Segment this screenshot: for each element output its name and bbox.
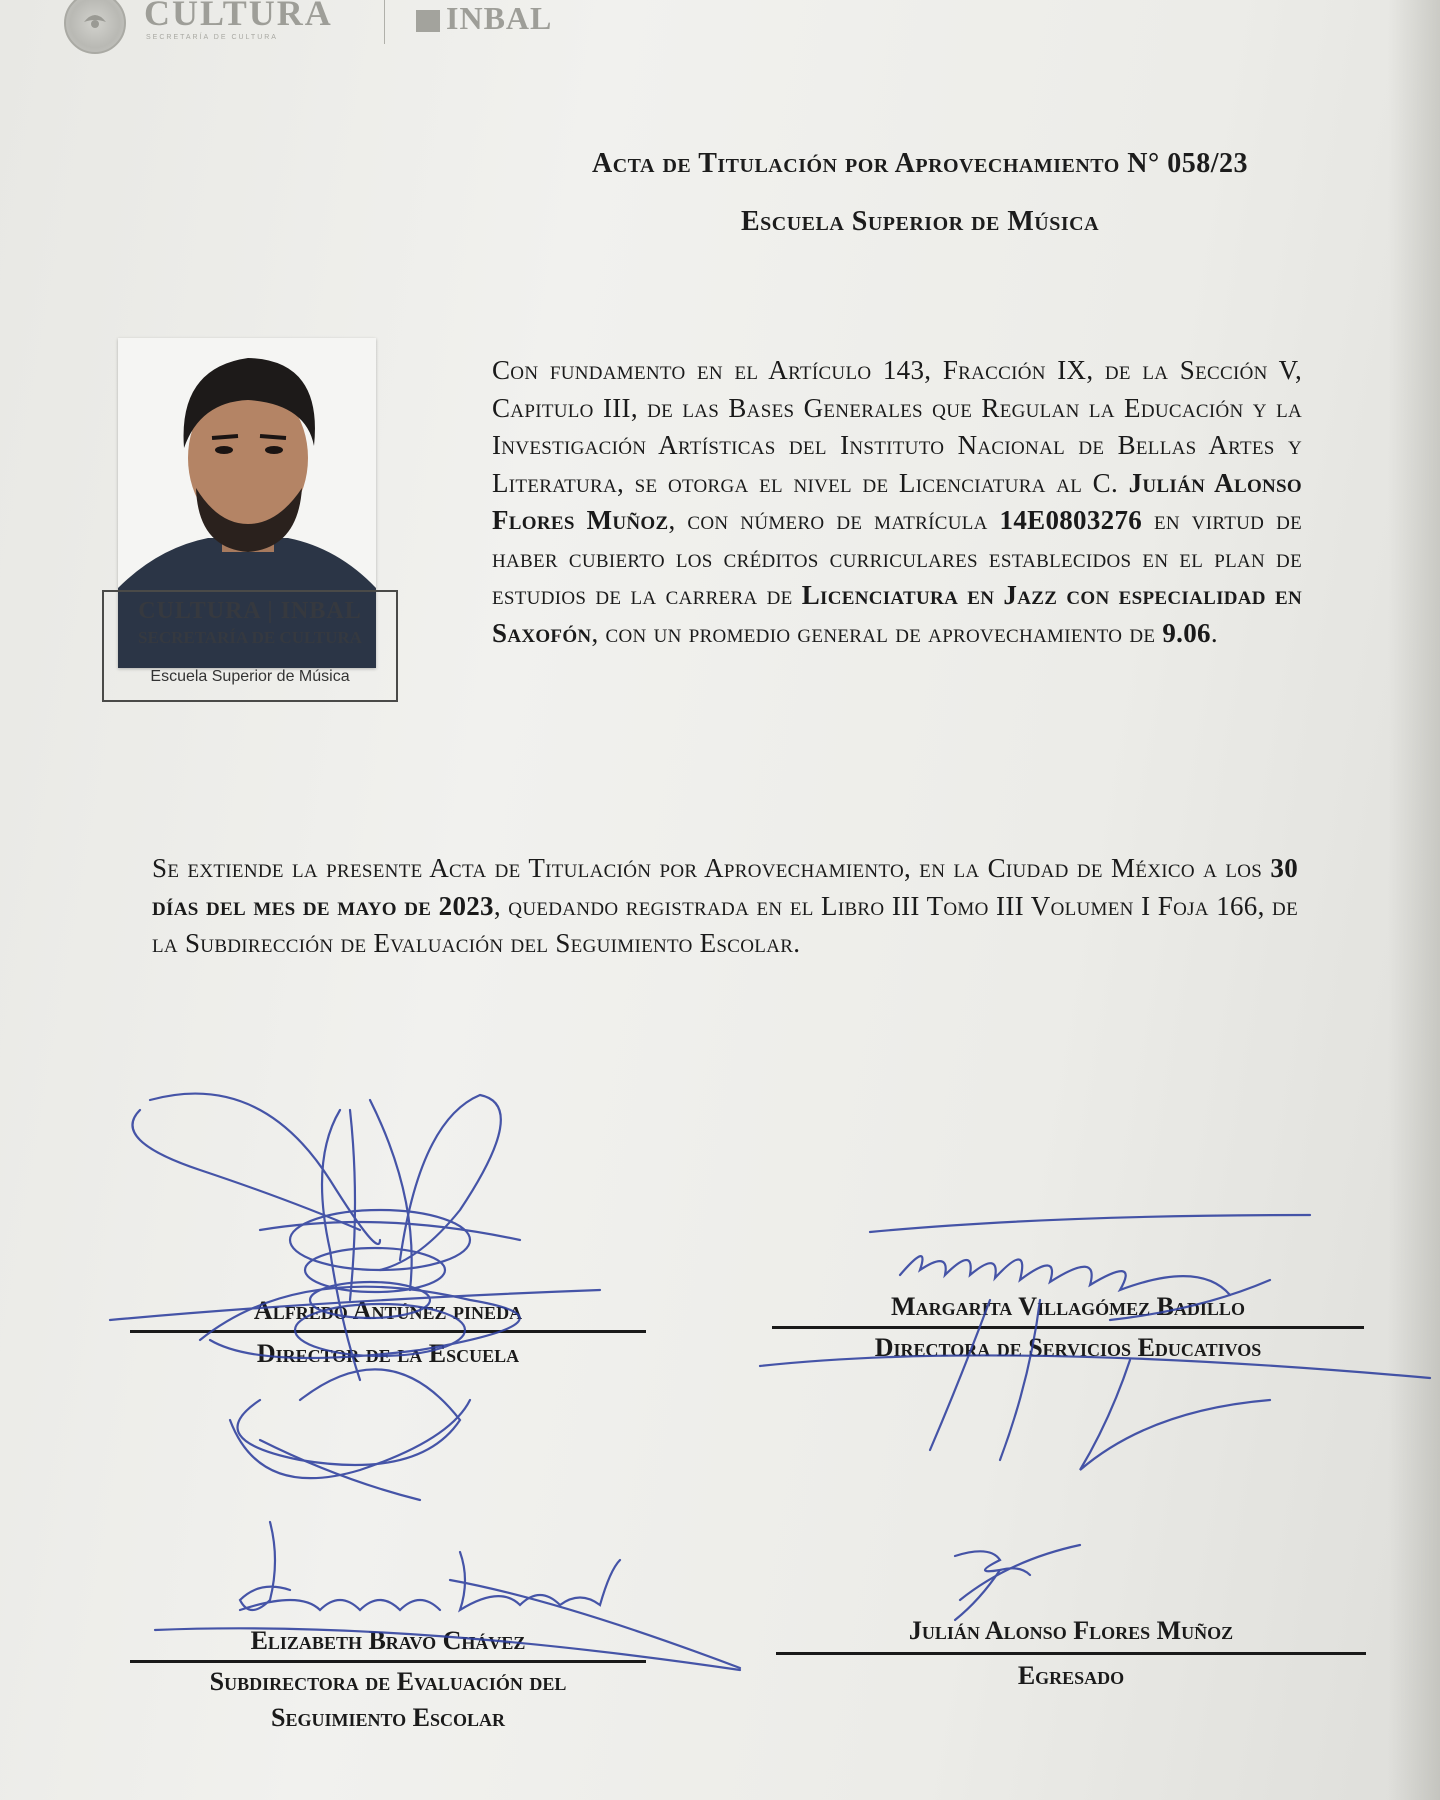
signature-line [776, 1652, 1366, 1655]
p2-text-3: de [396, 890, 439, 921]
signatory-name: Alfredo Antúnez pineda [253, 1296, 523, 1325]
signatory-role: Egresado [1017, 1661, 1125, 1690]
signature-line [130, 1660, 646, 1663]
p1-text-2: , con número de matrícula [668, 505, 1000, 535]
signatory-role-line-1: Subdirectora de Evaluación del [209, 1667, 567, 1696]
signature-block-graduate [776, 1616, 1366, 1706]
signature-line [772, 1326, 1364, 1329]
signatory-name: Julián Alonso Flores Muñoz [908, 1616, 1234, 1645]
signature-block-director [130, 1296, 646, 1386]
inbal-logo-text: INBAL [446, 0, 553, 36]
signature-block-evaluation [130, 1626, 646, 1746]
signatory-name: Elizabeth Bravo Chávez [250, 1626, 526, 1655]
stamp-line-2: SECRETARÍA DE CULTURA [138, 628, 362, 647]
program-name: Licenciatura en Jazz con especialidad en Saxofón [492, 580, 1302, 648]
national-seal-logo [64, 0, 126, 54]
header-logos [60, 0, 620, 60]
p1-text-3: en virtud de haber cubierto los créditos curriculares establecidos en el plan de estudios de la carrera de [492, 505, 1302, 610]
issue-day: 30 [1270, 853, 1298, 883]
p2-text-1: Se extiende la presente Acta de Titulación por Aprovechamiento, en la Ciudad de México a los [152, 853, 1271, 883]
stamp-line-1: CULTURA | INBAL [138, 598, 362, 624]
issue-month: mayo [337, 890, 397, 921]
signatory-role-line-2: Seguimiento Escolar [270, 1703, 505, 1732]
graduate-name: Julián Alonso Flores Muñoz [492, 467, 1302, 535]
cultura-logo-subtext: SECRETARÍA DE CULTURA [146, 34, 278, 41]
signatory-name: Margarita Villagómez Badillo [891, 1292, 1245, 1321]
p1-text-5: . [1210, 617, 1218, 648]
p2-text-4: , quedando registrada en el Libro III Tomo III Volumen I Foja 166, de la Subdirección de Evaluación del Seguimiento Escolar. [152, 890, 1298, 958]
p1-text-4: , con un promedio general de aprovechamiento de [591, 617, 1163, 648]
signatory-role: Director de la Escuela [256, 1339, 520, 1368]
p1-text-1: Con fundamento en el Artículo 143, Fracción IX, de la Sección V, Capitulo III, de las Bases Generales que Regulan la Educación y la Investigación Artísticas del Instituto Nacional de Bellas Artes y Literatura, se otorga el nivel de Licenciatura al C. [492, 355, 1302, 498]
inbal-building-icon [416, 10, 440, 32]
matricula-number: 14E0803276 [999, 505, 1143, 535]
document-title: Acta de Titulación por Aprovechamiento N° 058/23 [591, 148, 1248, 179]
page-edge-shadow [1388, 0, 1440, 1800]
school-stamp [102, 590, 398, 702]
cultura-logo-text: CULTURA [144, 0, 333, 33]
legal-basis-paragraph [492, 352, 1302, 652]
school-name: Escuela Superior de Música [740, 206, 1100, 237]
signature-line [130, 1330, 646, 1333]
issue-year: 2023 [438, 890, 494, 921]
p2-text-2: días del mes de [152, 890, 338, 921]
signature-block-educational-services [772, 1292, 1364, 1382]
stamp-line-3: Escuela Superior de Música [150, 668, 350, 685]
average-grade: 9.06 [1162, 617, 1211, 648]
registration-paragraph [152, 850, 1298, 963]
signatory-role: Directora de Servicios Educativos [874, 1333, 1262, 1362]
eagle-icon [80, 4, 110, 34]
logo-divider [384, 0, 385, 44]
